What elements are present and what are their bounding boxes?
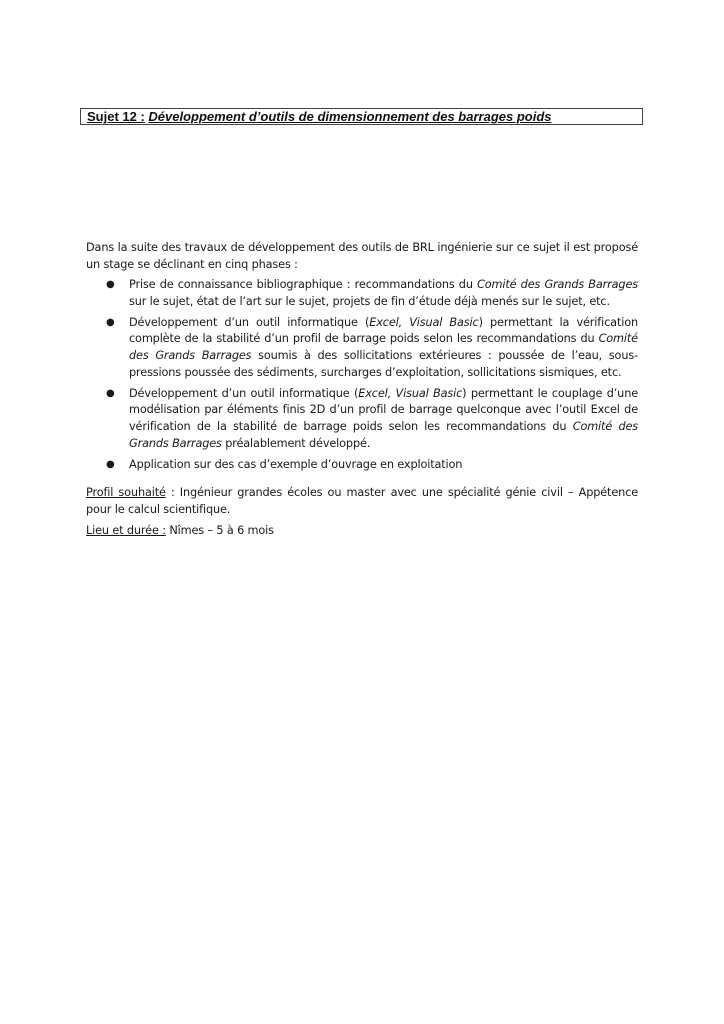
location-text: Nîmes – 5 à 6 mois: [165, 524, 274, 538]
profile-paragraph: [86, 485, 638, 518]
bullet-icon: ●: [106, 279, 115, 291]
phase-item-4: ● Application sur des cas d’exemple d’ouvrage en exploitation: [86, 457, 638, 474]
profile-text: : Ingénieur grandes écoles ou master avec une spécialité génie civil – Appétence pour le calcul scientifique.: [86, 486, 638, 516]
phase-item-1: ● Prise de connaissance bibliographique : recommandations du Comité des Grands Barrages sur le sujet, état de l’art sur le sujet, projets de fin d’étude déjà menés sur le sujet, etc.: [106, 278, 638, 308]
location-paragraph: [86, 523, 638, 540]
document-body: [86, 240, 638, 540]
intro-paragraph: Dans la suite des travaux de développement des outils de BRL ingénierie sur ce sujet il est proposé un stage se déclinant en cinq phases :: [86, 241, 638, 271]
subject-number: Sujet 12 :: [87, 109, 145, 124]
subject-title: Développement d’outils de dimensionnement des barrages poids: [148, 109, 552, 124]
phase-item-2: ● Développement d’un outil informatique (Excel, Visual Basic) permettant la vérification complète de la stabilité d’un profil de barrage poids selon les recommandations du Comité des Grands Barrages soumis à des sollicitations extérieures : poussée de l’eau, sous-pressions poussée des sédiments, surcharges d’exploitation, sollicitations sismiques, etc.: [106, 315, 638, 379]
location-label: Lieu et durée :: [86, 524, 166, 538]
phase-list: [86, 277, 638, 473]
subject-title-box: [80, 108, 643, 125]
phase-item-3: ● Développement d’un outil informatique (Excel, Visual Basic) permettant le couplage d’une modélisation par éléments finis 2D d’un profil de barrage quelconque avec l’outil Excel de vérification de la stabilité de barrage poids selon les recommandations du Comité des Grands Barrages préalablement développé.: [106, 386, 638, 450]
bullet-icon: ●: [106, 316, 115, 328]
bullet-icon: ●: [106, 387, 115, 399]
bullet-icon: ●: [106, 458, 115, 470]
profile-label: Profil souhaité: [86, 486, 166, 500]
